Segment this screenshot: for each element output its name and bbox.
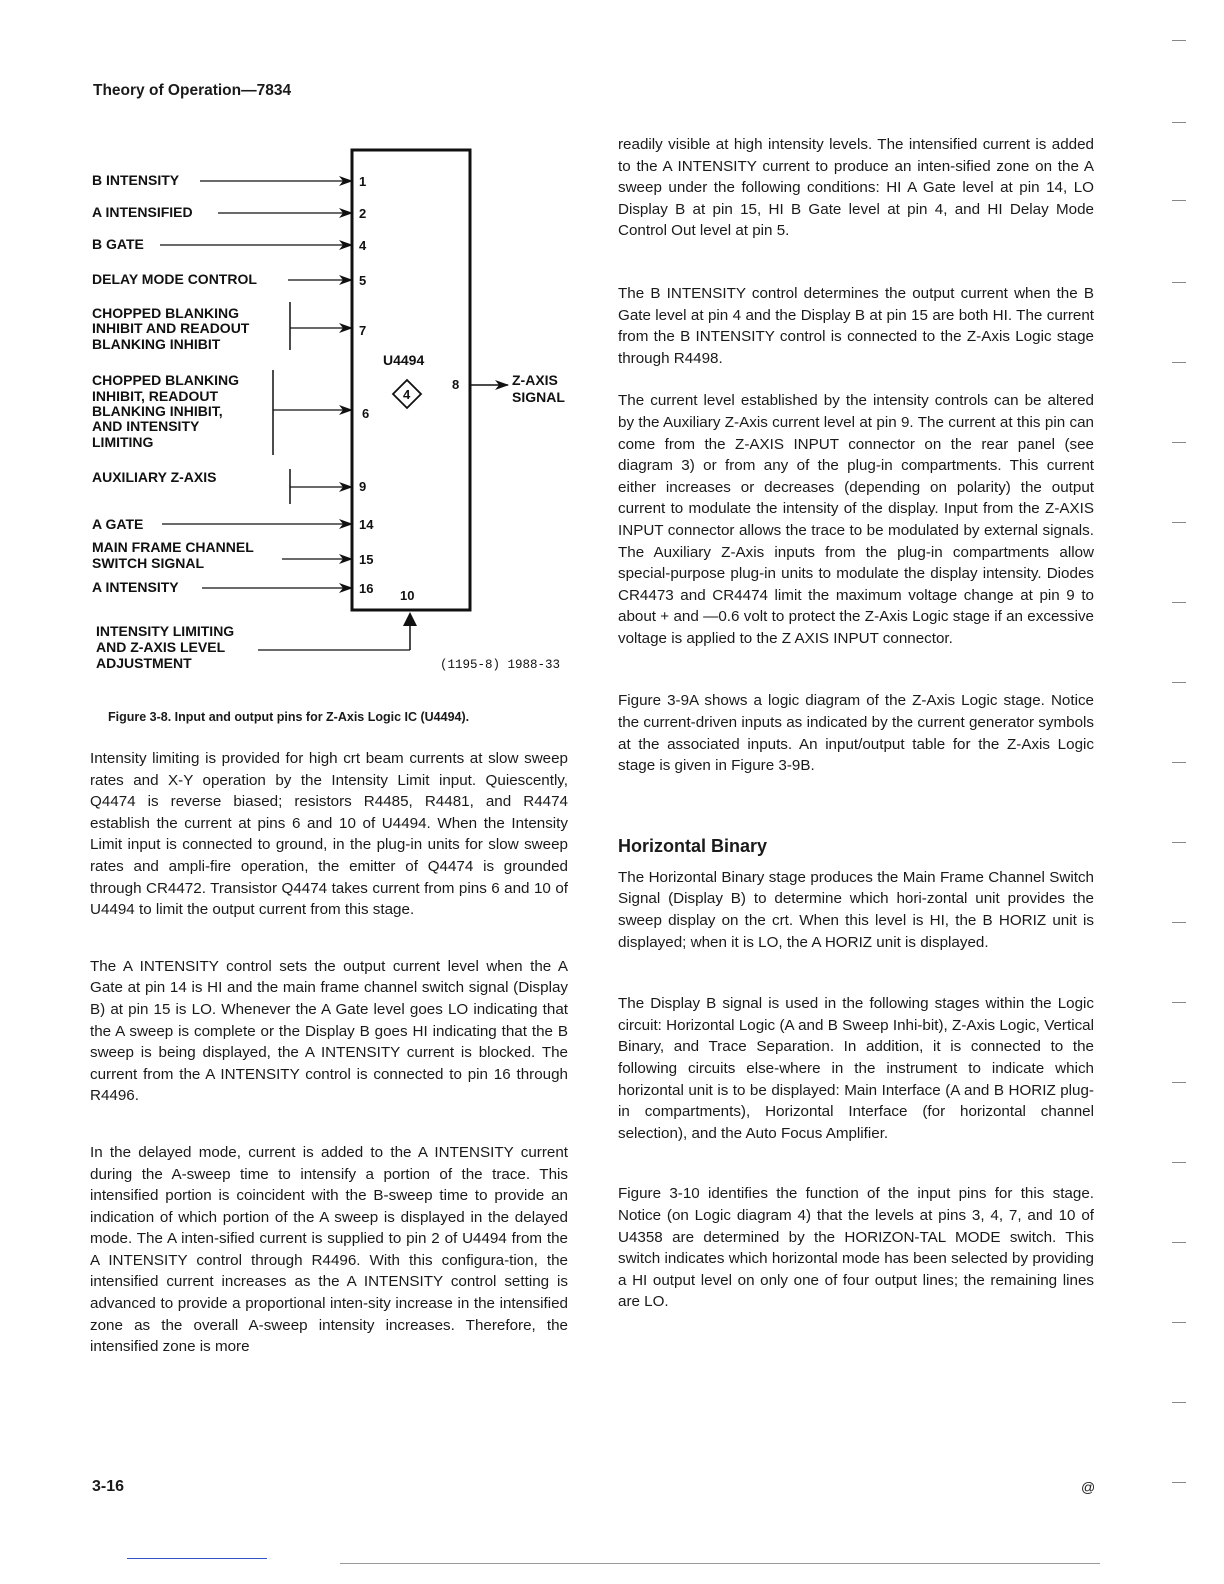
input-label: A INTENSIFIED — [92, 204, 193, 220]
scan-mark — [1172, 1322, 1186, 1323]
input-label: MAIN FRAME CHANNEL — [92, 539, 254, 555]
output-pin-number: 8 — [452, 377, 460, 392]
scan-mark — [1172, 282, 1186, 283]
pin-number: 1 — [359, 174, 367, 189]
scan-mark — [1172, 1402, 1186, 1403]
scan-mark — [1172, 1242, 1186, 1243]
scan-mark — [1172, 122, 1186, 123]
pin-number: 9 — [359, 479, 367, 494]
scan-mark — [1172, 1002, 1186, 1003]
paragraph: The B INTENSITY control determines the output current when the B Gate level at pin 4 and the Display B at pin 15 are both HI. The current from the B INTENSITY control is connected to the Z-Axis Logic stage through R4498. — [618, 284, 1094, 367]
input-label: CHOPPED BLANKING — [92, 305, 240, 321]
input-label: DELAY MODE CONTROL — [92, 271, 257, 287]
scan-mark — [1172, 1162, 1186, 1163]
input-label: BLANKING INHIBIT, — [92, 403, 223, 419]
paragraph: Figure 3-10 identifies the function of the input pins for this stage. Notice (on Logic diagram 4) that the levels at pins 3, 4, 7, and 10 of U4358 are determined by the HORIZON-TAL MODE switch. This switch indicates which horizontal mode has been selected by providing a HI output level on only one of four output lines; the remaining lines are LO. — [618, 1185, 1094, 1311]
bottom-input-label: ADJUSTMENT — [96, 655, 192, 671]
scan-mark — [1172, 200, 1186, 201]
page-header: Theory of Operation—7834 — [93, 82, 292, 99]
scan-mark — [1172, 522, 1186, 523]
input-label: AND INTENSITY — [92, 418, 200, 434]
bottom-rule — [127, 1558, 267, 1559]
output-label-line-2: SIGNAL — [512, 389, 565, 405]
input-label: A INTENSITY — [92, 579, 179, 595]
input-label: BLANKING INHIBIT — [92, 336, 221, 352]
scan-mark — [1172, 762, 1186, 763]
paragraph: The Horizontal Binary stage produces the Main Frame Channel Switch Signal (Display B) to determine which hori-zontal unit provides the sweep display on the crt. When this level is HI, the B HORIZ unit is displayed; when it is LO, the A HORIZ unit is displayed. — [618, 868, 1094, 951]
pin-number: 14 — [359, 517, 374, 532]
diamond-label: 4 — [403, 387, 411, 402]
figure-ref-number: (1195-8) 1988-33 — [440, 658, 561, 672]
paragraph: In the delayed mode, current is added to the A INTENSITY current during the A-sweep time to intensify a portion of the trace. This intensified portion is coincident with the B-sweep time to provide an indication of which portion of the A sweep is displayed in the delayed mode. The A inten-sified current is supplied to pin 2 of U4494 from the A INTENSITY control through R4496. With this configura-tion, the intensified current increases as the A INTENSITY control setting is advanced to provide a proportional inten-sity increase in the intensified zone as the overall A-sweep intensity increases. Therefore, the intensified zone is more — [90, 1143, 568, 1356]
input-label: LIMITING — [92, 434, 154, 450]
pin-number: 15 — [359, 552, 374, 567]
scan-mark — [1172, 1082, 1186, 1083]
paragraph: readily visible at high intensity levels. The intensified current is added to the A INTENSITY current to produce an inten-sified zone on the A sweep under the following conditions: HI A Gate level at pin 14, LO Display B at pin 15, HI B Gate level at pin 4, and HI Delay Mode Control Out level at pin 5. — [618, 136, 1094, 240]
figure-caption: Figure 3-8. Input and output pins for Z-Axis Logic IC (U4494). — [108, 710, 470, 724]
scan-mark — [1172, 682, 1186, 683]
input-label: B GATE — [92, 236, 144, 252]
paragraph: Figure 3-9A shows a logic diagram of the Z-Axis Logic stage. Notice the current-driven inputs as indicated by the current generator symbols at the associated inputs. An input/output table for the Z-Axis Logic stage is given in Figure 3-9B. — [618, 692, 1094, 775]
ic-label: U4494 — [383, 352, 425, 368]
bottom-input-label: AND Z-AXIS LEVEL — [96, 639, 226, 655]
section-heading: Horizontal Binary — [618, 835, 768, 856]
bottom-rule — [340, 1563, 1100, 1564]
pin-number: 6 — [362, 406, 370, 421]
pin-number: 5 — [359, 273, 367, 288]
scan-mark — [1172, 1482, 1186, 1483]
input-label: SWITCH SIGNAL — [92, 555, 204, 571]
input-label: INHIBIT, READOUT — [92, 388, 218, 404]
scan-mark — [1172, 922, 1186, 923]
pinout-figure — [0, 0, 600, 700]
paragraph: The Display B signal is used in the following stages within the Logic circuit: Horizontal Logic (A and B Sweep Inhi-bit), Z-Axis Logic, Vertical Binary, and Trace Separation. In addition, it is connected to the following circuits else-where in the instrument to indicate which horizontal unit is to be displayed: Main Interface (A and B HORIZ plug-in compartments), Horizontal Interface (for horizontal channel selection), and the Auto Focus Amplifier. — [618, 995, 1094, 1142]
input-label: CHOPPED BLANKING — [92, 372, 240, 388]
right-column — [618, 134, 1094, 1313]
page-number: 3-16 — [92, 1478, 125, 1495]
pin-number: 4 — [359, 238, 367, 253]
scan-mark — [1172, 40, 1186, 41]
input-label: AUXILIARY Z-AXIS — [92, 469, 217, 485]
pin-number: 7 — [359, 323, 367, 338]
paragraph: The current level established by the intensity controls can be altered by the Auxiliary Z-Axis current level at pin 9. The current at this pin can come from the Z-AXIS INPUT connector on the rear panel (see diagram 3) or from any of the plug-in compartments. This current either increases or decreases (depending on polarity) the output current to modulate the intensity of the display. Input from the Z-AXIS INPUT connector allows the trace to be modulated by external signals. The Auxiliary Z-Axis inputs from the plug-in compartments allow special-purpose plug-in units to modulate the display intensity. Diodes CR4473 and CR4474 limit the maximum voltage change at pin 9 to about + and —0.6 volt to protect the Z-Axis Logic stage if an excessive voltage is applied to the Z AXIS INPUT connector. — [618, 392, 1094, 647]
pin-number-bottom: 10 — [400, 588, 415, 603]
paragraph: The A INTENSITY control sets the output current level when the A Gate at pin 14 is HI and the main frame channel switch signal (Display B) at pin 15 is LO. Whenever the A Gate level goes LO indicating that the A sweep is complete or the Display B goes HI indicating that the B sweep is being displayed, the A INTENSITY current is blocked. The current from the A INTENSITY control is connected to pin 16 through R4496. — [90, 957, 568, 1105]
scan-mark — [1172, 442, 1186, 443]
footer-symbol: @ — [1081, 1479, 1096, 1495]
bottom-input-arrow — [403, 612, 417, 626]
scan-mark — [1172, 362, 1186, 363]
pin-number: 16 — [359, 581, 374, 596]
input-label: INHIBIT AND READOUT — [92, 320, 250, 336]
bottom-input-label: INTENSITY LIMITING — [96, 623, 235, 639]
pin-number: 2 — [359, 206, 367, 221]
scan-mark — [1172, 842, 1186, 843]
left-column — [90, 748, 568, 1358]
input-label: A GATE — [92, 516, 144, 532]
paragraph: Intensity limiting is provided for high crt beam currents at slow sweep rates and X-Y operation by the Intensity Limit input. Quiescently, Q4474 is reverse biased; resistors R4485, R4481, and R4474 establish the current at pins 6 and 10 of U4494. When the Intensity Limit input is connected to ground, in the plug-in units for slow sweep rates and ampli-fire operation, the emitter of Q4474 is grounded through CR4472. Transistor Q4474 takes current from pins 6 and 10 of U4494 to limit the output current from this stage. — [90, 750, 568, 919]
input-label: B INTENSITY — [92, 172, 180, 188]
scan-mark — [1172, 602, 1186, 603]
output-label-line-1: Z-AXIS — [512, 372, 558, 388]
